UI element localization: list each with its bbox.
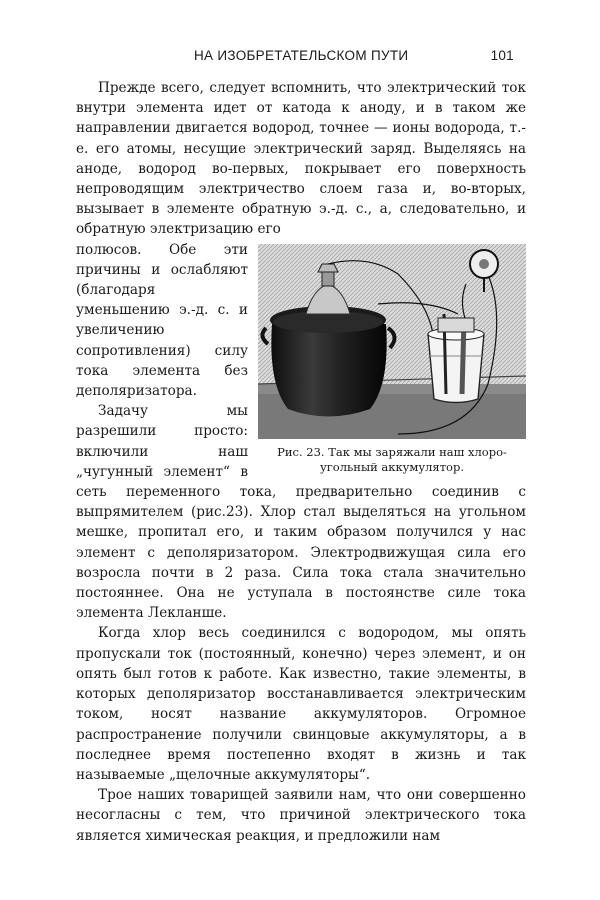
paragraph-1-top: Прежде всего, следует вспомнить, что электрический ток внутри элемента идет от катода к аноду, и в таком же направлении двигается водород, точнее — ионы водорода, т.-е. его атомы, несущие электрический заряд. Выделяясь на аноде, водород во-первых, покрывает его поверхность непроводящим электричество слоем газа и, во-вторых, вызывает в элементе обратную э.-д. с., а, следовательно, и обратную электризацию его (76, 80, 526, 238)
figure-23 (258, 244, 526, 475)
paragraph-1-wrap: полюсов. Обе эти причины и ослабляют (благодаря уменьшению э.-д. с. и увеличению сопротивления) силу тока элемента без деполяризатора. (76, 241, 248, 400)
figure-caption: Рис. 23. Так мы заряжали наш хлоро-угольный аккумулятор. (277, 444, 507, 474)
figure-illustration (258, 244, 526, 439)
running-title: НА ИЗОБРЕТАТЕЛЬСКОМ ПУТИ (194, 48, 409, 63)
page-number: 101 (490, 48, 514, 63)
paragraph-4: Трое наших товарищей заявили нам, что они совершенно несогласны с тем, что причиной электрического тока является химическая реакция, и предложили нам (76, 787, 526, 844)
paragraph-3: Когда хлор весь соединился с водородом, мы опять пропускали ток (постоянный, конечно) через элемент, и он опять был готов к работе. Как известно, такие элементы, в которых деполяризатор восстанавливается электрическим током, носят название аккумуляторов. Огромное распространение получили свинцовые аккумуляторы, а в последнее время постепенно входят в жизнь и так называемые „щелочные аккумуляторы“. (76, 625, 526, 783)
paragraph-2: Задачу мы разрешили просто: включили наш „чугунный элемент“ в сеть переменного тока, предварительно соединив с выпрямителем (рис.23). Хлор стал выделяться на угольном мешке, пропитал его, и таким образом получился у нас элемент с деполяризатором. Электродвижущая сила его возросла почти в 2 раза. Сила тока стала значительно постояннее. Она не уступала в постоянстве силе тока элемента Лекланше. (76, 403, 526, 622)
page-body (76, 78, 526, 846)
running-header (76, 48, 514, 68)
battery-illustration-icon (258, 244, 526, 439)
